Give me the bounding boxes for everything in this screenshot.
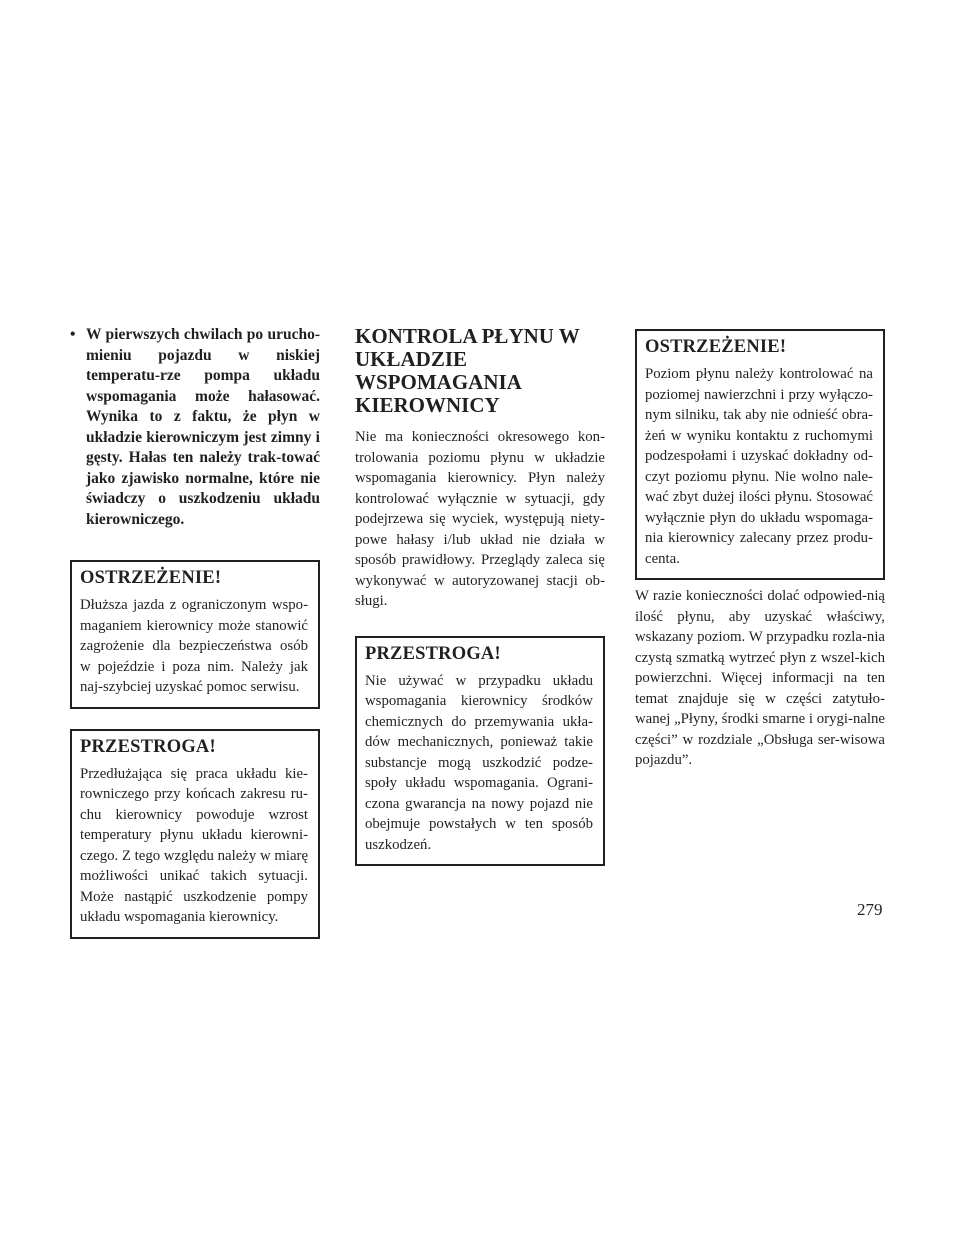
warning-text: Poziom płynu należy kontrolować na poziomej nawierzchni i przy wyłączo-nym silniku, tak aby nie odnieść obra-żeń w wyniku kontaktu z ruchomymi podzespołami i uzyskać dokładny od-czyt poziomu płynu. Nie wolno nale-wać zbyt dużej ilości płynu. Stosować wyłącznie płyn do układu wspomaga-nia kierownicy zalecany przez produ-centa. (645, 366, 873, 567)
warning-title: OSTRZEŻENIE! (645, 337, 787, 357)
caution-text: Przedłużająca się praca układu kie-rowniczego przy końcach zakresu ru-chu kierownicy powoduje wzrost temperatury płynu układu kierowni-czego. Z tego względu należy w miarę możliwości unikać takich sytuacji. Może nastąpić uszkodzenie pompy układu wspomagania kierownicy. (80, 765, 309, 925)
warning-text: Dłuższa jazda z ograniczonym wspo-maganiem kierownicy może stanowić zagrożenie dla bezpieczeństwa osób w pojeździe i poza nim. Należy jak naj-szybciej uzyskać pomoc serwisu. (80, 597, 308, 695)
caution-title: PRZESTROGA! (365, 643, 501, 664)
caution-title: PRZESTROGA! (80, 736, 216, 757)
caution-box (70, 729, 320, 939)
left-column (70, 325, 320, 939)
warning-box (635, 329, 885, 580)
warning-box (70, 560, 320, 709)
refill-paragraph: W razie konieczności dolać odpowied-nią ilość płynu, aby uzyskać właściwy, wskazany poziom. W przypadku rozla-nia czystą szmatką wytrzeć płyn z wszel-kich powierzchni. Więcej informacji na ten temat znajduje się w części zatytuło-wanej „Płyny, środki smarne i orygi-nalne części” w rozdziale „Obsługa ser-wisowa pojazdu”. (635, 588, 885, 768)
bullet-symbol: • (70, 326, 76, 343)
middle-column (355, 325, 605, 866)
bullet-item (70, 325, 320, 530)
caution-box (355, 636, 605, 867)
warning-title: OSTRZEŻENIE! (80, 568, 222, 588)
section-title: KONTROLA PŁYNU W UKŁADZIE WSPOMAGANIA KIEROWNICY (355, 324, 580, 417)
bullet-text: W pierwszych chwilach po urucho-mieniu pojazdu w niskiej temperatu-rze pompa układu wspomagania może hałasować. Wynika to z faktu, że płyn w układzie kierowniczym jest zimny i gęsty. Hałas ten należy trak-tować jako zjawisko normalne, które nie świadczy o uszkodzeniu układu kierowniczego. (86, 326, 320, 528)
right-column (635, 329, 885, 771)
caution-text: Nie używać w przypadku układu wspomagania kierownicy środków chemicznych do przemywania ukła-dów mechanicznych, ponieważ takie substancje mogą uszkodzić podze-społy układu wspomagania. Ograni-czona gwarancja na nowy pojazd nie obejmuje powstałych w ten sposób uszkodzeń. (365, 672, 593, 853)
section-body: Nie ma konieczności okresowego kon-trolowania poziomu płynu w układzie wspomagania kierownicy. Płyn należy kontrolować wyłącznie w sytuacji, gdy podejrzewa się wyciek, występują niety-powe hałasy i/lub układ nie działa w sposób prawidłowy. Przeglądy zaleca się wykonywać w autoryzowanej stacji ob-sługi. (355, 429, 605, 609)
page-number: 279 (857, 900, 883, 919)
